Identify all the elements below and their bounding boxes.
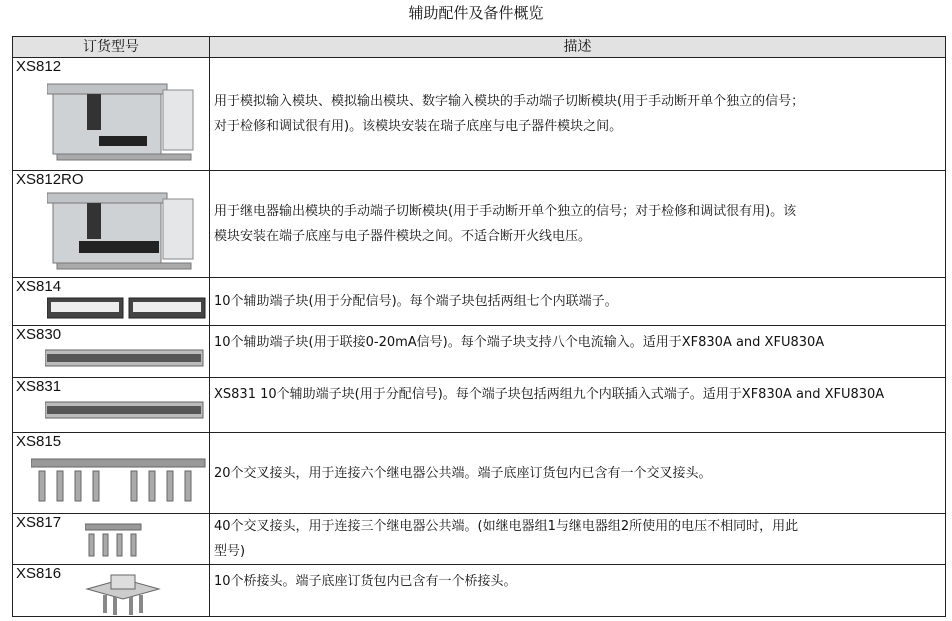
model-code: XS814 bbox=[16, 278, 62, 295]
header-model: 订货型号 bbox=[13, 37, 210, 58]
desc-cell: 10个辅助端子块(用于分配信号)。每个端子块包括两组七个内联端子。 bbox=[210, 278, 946, 326]
model-code: XS815 bbox=[16, 433, 62, 450]
cross-connector-icon bbox=[31, 455, 207, 511]
table-row bbox=[13, 433, 946, 514]
terminal-strip-icon bbox=[45, 400, 205, 422]
model-cell bbox=[13, 278, 210, 326]
header-desc: 描述 bbox=[210, 37, 946, 58]
model-cell bbox=[13, 58, 210, 171]
desc-cell: 用于模拟输入模块、模拟输出模块、数字输入模块的手动端子切断模块(用于手动断开单个独立的信号；对于检修和调试很有用)。该模块安装在瑞子底座与电子器件模块之间。 bbox=[210, 58, 946, 171]
model-cell bbox=[13, 433, 210, 514]
cross-connector-icon bbox=[85, 522, 145, 562]
model-cell bbox=[13, 565, 210, 617]
table-row bbox=[13, 514, 946, 565]
terminal-module-icon bbox=[47, 189, 199, 273]
model-code: XS812RO bbox=[16, 171, 84, 188]
table-row bbox=[13, 58, 946, 171]
table-row bbox=[13, 171, 946, 278]
table-row bbox=[13, 378, 946, 433]
model-cell bbox=[13, 514, 210, 565]
desc-cell: 40个交叉接头，用于连接三个继电器公共端。(如继电器组1与继电器组2所使用的电压不相同时，用此型号) bbox=[210, 514, 946, 565]
desc-cell: 10个辅助端子块(用于联接0-20mA信号)。每个端子块支持八个电流输入。适用于XF830A and XFU830A bbox=[210, 326, 946, 378]
table-header-row bbox=[13, 37, 946, 58]
model-code: XS831 bbox=[16, 378, 62, 395]
table-row bbox=[13, 278, 946, 326]
model-cell bbox=[13, 171, 210, 278]
desc-cell: 用于继电器输出模块的手动端子切断模块(用于手动断开单个独立的信号；对于检修和调试很有用)。该模块安装在端子底座与电子器件模块之间。不适合断开火线电压。 bbox=[210, 171, 946, 278]
table-row bbox=[13, 326, 946, 378]
model-code: XS816 bbox=[16, 565, 62, 582]
model-cell bbox=[13, 326, 210, 378]
terminal-strip-icon bbox=[45, 348, 205, 370]
model-cell bbox=[13, 378, 210, 433]
model-code: XS812 bbox=[16, 58, 62, 75]
accessory-table bbox=[12, 36, 946, 617]
desc-cell: 20个交叉接头，用于连接六个继电器公共端。端子底座订货包内已含有一个交叉接头。 bbox=[210, 433, 946, 514]
model-code: XS817 bbox=[16, 514, 62, 531]
terminal-module-icon bbox=[47, 80, 199, 164]
desc-cell: XS831 10个辅助端子块(用于分配信号)。每个端子块包括两组九个内联插入式端子。适用于XF830A and XFU830A bbox=[210, 378, 946, 433]
desc-cell: 10个桥接头。端子底座订货包内已含有一个桥接头。 bbox=[210, 565, 946, 617]
bridge-connector-icon bbox=[83, 571, 163, 617]
terminal-block-icon bbox=[47, 294, 207, 324]
model-code: XS830 bbox=[16, 326, 62, 343]
table-row bbox=[13, 565, 946, 617]
page-title: 辅助配件及备件概览 bbox=[408, 4, 544, 22]
